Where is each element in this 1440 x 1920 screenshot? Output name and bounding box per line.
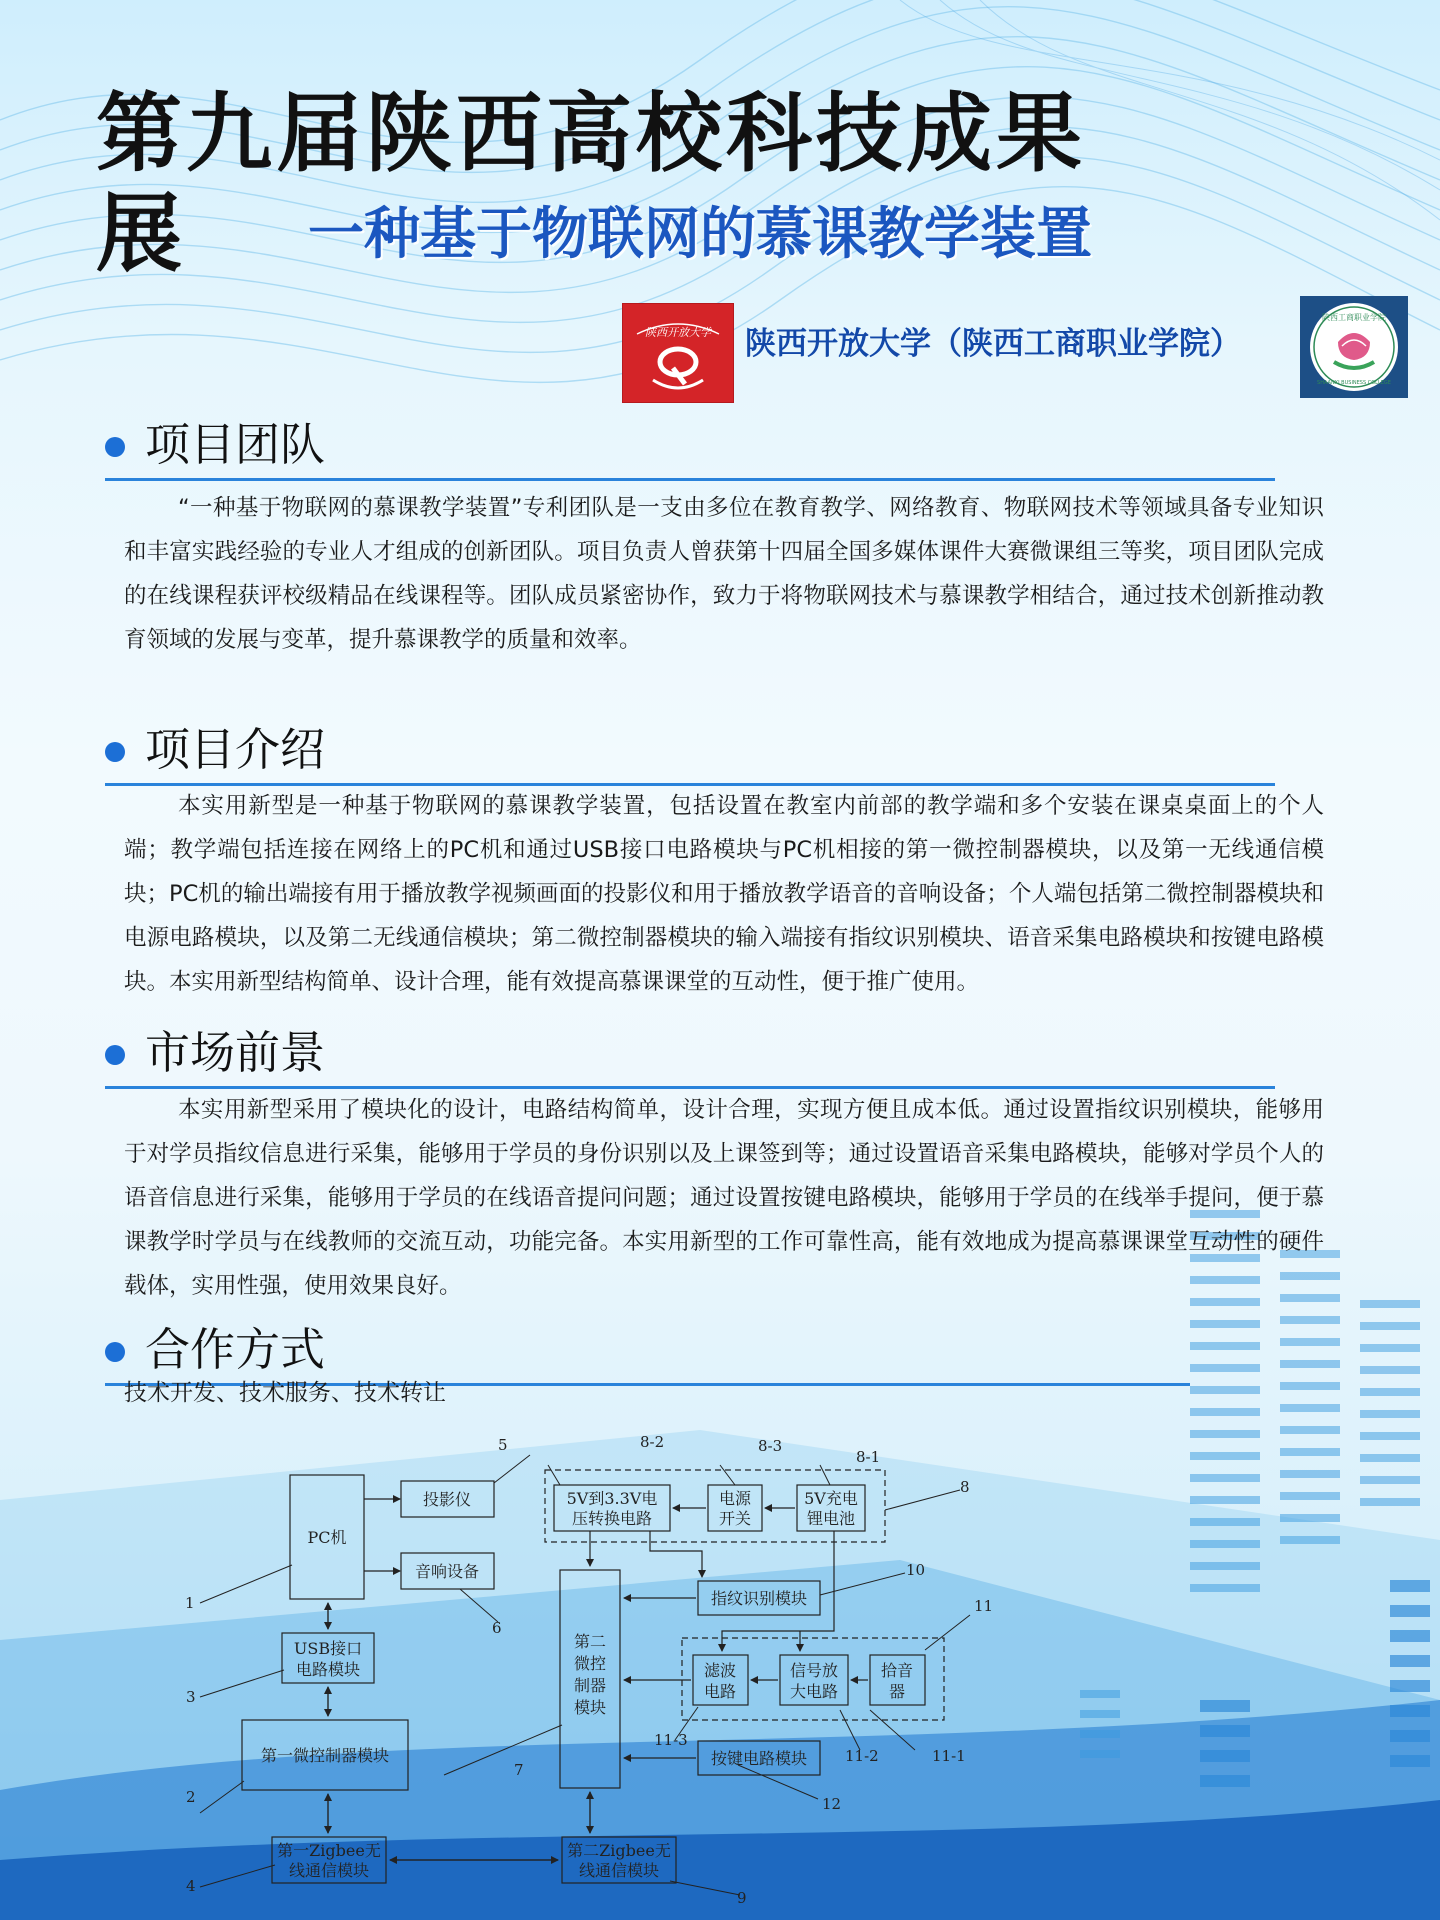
section-intro-title: 项目介绍 <box>145 723 326 776</box>
zigbee1-label-line1: 第一Zigbee无 <box>277 1841 381 1860</box>
mcu1-label: 第一微控制器模块 <box>260 1746 390 1765</box>
ref-label-7: 7 <box>514 1761 524 1779</box>
mcu2-label-line3: 制器 <box>573 1676 607 1695</box>
projector-label: 投影仪 <box>422 1490 472 1509</box>
ref-label-12: 12 <box>822 1795 842 1813</box>
ref-label-2: 2 <box>186 1788 196 1806</box>
battery-label-line1: 5V充电 <box>804 1489 858 1508</box>
logo-left-text: 陕西开放大学 <box>645 326 711 339</box>
pc-label: PC机 <box>307 1528 347 1547</box>
usb-label-line1: USB接口 <box>293 1639 363 1658</box>
converter-label-line2: 压转换电路 <box>571 1509 653 1528</box>
section-team-title: 项目团队 <box>145 418 326 471</box>
usb-label-line2: 电路模块 <box>295 1660 361 1679</box>
section-market-header <box>105 1021 1275 1091</box>
zigbee1-label-line2: 线通信模块 <box>288 1861 370 1880</box>
zigbee2-label-line2: 线通信模块 <box>578 1861 660 1880</box>
ref-label-11: 11 <box>974 1597 994 1615</box>
section-intro-header <box>105 718 1275 788</box>
keypad-label: 按键电路模块 <box>710 1749 808 1768</box>
filter-label-line2: 电路 <box>703 1682 737 1701</box>
ref-label-4: 4 <box>186 1877 196 1895</box>
cooperation-text: 技术开发、技术服务、技术转让 <box>124 1380 446 1406</box>
section-team-header <box>105 413 1275 483</box>
switch-label-line1: 电源 <box>718 1489 752 1508</box>
project-title: 一种基于物联网的慕课教学装置 <box>308 202 1092 267</box>
section-divider <box>105 478 1275 481</box>
logo-right-en: SHAANXI BUSINESS COLLEGE <box>1317 380 1391 386</box>
fingerprint-label: 指纹识别模块 <box>710 1589 808 1608</box>
logo-right-text: 陕西工商职业学院 <box>1322 313 1386 322</box>
block-diagram <box>180 1425 1020 1905</box>
amp-label-line1: 信号放 <box>789 1661 839 1680</box>
school-logo-right <box>1300 296 1408 398</box>
section-market-title: 市场前景 <box>145 1026 326 1079</box>
ref-label-8-2: 8-2 <box>640 1433 665 1451</box>
mcu2-label-line4: 模块 <box>573 1698 607 1717</box>
ref-label-10: 10 <box>906 1561 926 1579</box>
mcu2-label-line2: 微控 <box>573 1654 607 1673</box>
mic-label-line1: 拾音 <box>880 1661 914 1680</box>
bullet-dot-icon <box>105 1045 125 1065</box>
ref-label-5: 5 <box>498 1436 508 1454</box>
section-intro-text: 本实用新型是一种基于物联网的慕课教学装置，包括设置在教室内前部的教学端和多个安装在课桌桌面上的个人端；教学端包括连接在网络上的PC机和通过USB接口电路模块与PC机相接的第一微控制器模块，以及第一无线通信模块；PC机的输出端接有用于播放教学视频画面的投影仪和用于播放教学语音的音响设备；个人端包括第二微控制器模块和电源电路模块，以及第二无线通信模块；第二微控制器模块的输入端接有指纹识别模块、语音采集电路模块和按键电路模块。本实用新型结构简单、设计合理，能有效提高慕课课堂的互动性，便于推广使用。 <box>124 793 1324 995</box>
ref-label-1: 1 <box>185 1594 195 1612</box>
bullet-dot-icon <box>105 437 125 457</box>
bullet-dot-icon <box>105 742 125 762</box>
ref-label-11-2: 11-2 <box>845 1747 879 1765</box>
section-team-text: “一种基于物联网的慕课教学装置”专利团队是一支由多位在教育教学、网络教育、物联网技术等领域具备专业知识和丰富实践经验的专业人才组成的创新团队。项目负责人曾获第十四届全国多媒体课件大赛微课组三等奖，项目团队完成的在线课程获评校级精品在线课程等。团队成员紧密协作，致力于将物联网技术与慕课教学相结合，通过技术创新推动教育领域的发展与变革，提升慕课教学的质量和效率。 <box>124 495 1324 653</box>
ref-label-6: 6 <box>492 1619 502 1637</box>
school-name: 陕西开放大学（陕西工商职业学院） <box>745 326 1241 362</box>
battery-label-line2: 锂电池 <box>806 1509 856 1528</box>
poster-title: 第九届陕西高校科技成果展 <box>96 83 1086 284</box>
ref-label-8: 8 <box>960 1478 970 1496</box>
amp-label-line2: 大电路 <box>789 1682 839 1701</box>
switch-label-line2: 开关 <box>718 1509 752 1528</box>
school-logo-left <box>622 303 734 403</box>
ref-label-8-1: 8-1 <box>856 1448 881 1466</box>
ref-label-8-3: 8-3 <box>758 1437 783 1455</box>
ref-label-3: 3 <box>186 1688 196 1706</box>
bullet-dot-icon <box>105 1342 125 1362</box>
mcu2-label-line1: 第二 <box>573 1632 607 1651</box>
converter-label-line1: 5V到3.3V电 <box>566 1489 658 1508</box>
filter-label-line1: 滤波 <box>703 1661 737 1680</box>
section-cooperation-title: 合作方式 <box>145 1323 326 1376</box>
ref-label-9: 9 <box>737 1889 747 1905</box>
ref-label-11-3: 11-3 <box>654 1731 688 1749</box>
section-market-text: 本实用新型采用了模块化的设计，电路结构简单，设计合理，实现方便且成本低。通过设置指纹识别模块，能够用于对学员指纹信息进行采集，能够用于学员的身份识别以及上课签到等；通过设置语音采集电路模块，能够对学员个人的语音信息进行采集，能够用于学员的在线语音提问问题；通过设置按键电路模块，能够用于学员的在线举手提问，便于慕课教学时学员与在线教师的交流互动，功能完备。本实用新型的工作可靠性高，能有效地成为提高慕课课堂互动性的硬件载体，实用性强，使用效果良好。 <box>124 1097 1324 1299</box>
ref-label-11-1: 11-1 <box>932 1747 966 1765</box>
zigbee2-label-line1: 第二Zigbee无 <box>567 1841 671 1860</box>
audio-label: 音响设备 <box>414 1562 480 1581</box>
mic-label-line2: 器 <box>888 1682 906 1701</box>
